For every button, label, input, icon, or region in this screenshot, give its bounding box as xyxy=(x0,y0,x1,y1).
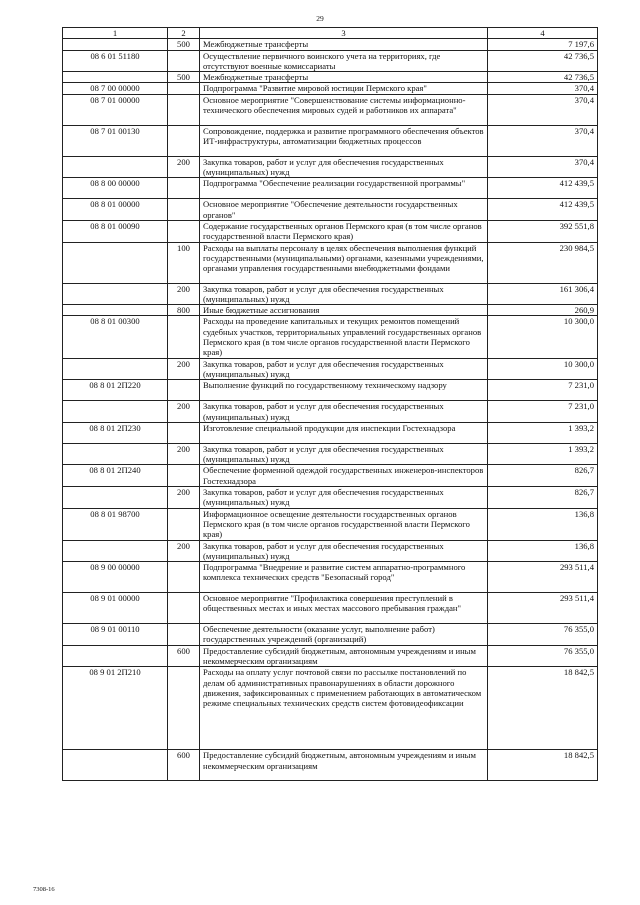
row-amount: 412 439,5 xyxy=(488,199,598,221)
row-expense-type xyxy=(168,380,200,401)
table-row xyxy=(63,199,598,221)
table-row xyxy=(63,540,598,562)
row-amount: 10 300,0 xyxy=(488,358,598,380)
row-amount: 230 984,5 xyxy=(488,242,598,283)
column-header-amount: 4 xyxy=(488,28,598,39)
row-expense-type: 500 xyxy=(168,39,200,50)
row-expense-type: 500 xyxy=(168,72,200,83)
row-amount: 7 231,0 xyxy=(488,380,598,401)
row-amount: 370,4 xyxy=(488,83,598,94)
row-expense-type xyxy=(168,667,200,750)
row-code: 08 8 01 00300 xyxy=(63,316,168,358)
row-expense-type: 800 xyxy=(168,305,200,316)
table-row xyxy=(63,125,598,156)
table-row xyxy=(63,508,598,540)
row-amount: 826,7 xyxy=(488,465,598,487)
row-amount: 260,9 xyxy=(488,305,598,316)
row-name: Основное мероприятие "Совершенствование системы информационно-технического обеспечения мировых судей и работников их аппарата" xyxy=(200,94,488,125)
column-header-type: 2 xyxy=(168,28,200,39)
row-name: Закупка товаров, работ и услуг для обеспечения государственных (муниципальных) нужд xyxy=(200,540,488,562)
table-row xyxy=(63,316,598,358)
table-row xyxy=(63,380,598,401)
row-name: Подпрограмма "Развитие мировой юстиции Пермского края" xyxy=(200,83,488,94)
row-code: 08 7 01 00000 xyxy=(63,94,168,125)
table-row xyxy=(63,50,598,72)
row-expense-type xyxy=(168,316,200,358)
row-amount: 293 511,4 xyxy=(488,593,598,624)
table-row xyxy=(63,562,598,593)
row-expense-type: 600 xyxy=(168,750,200,781)
row-name: Расходы на оплату услуг почтовой связи по рассылке постановлений по делам об административных правонарушениях в области дорожного движения, зафиксированных с применением работающих в автоматическом режиме специальных технических средств систем фотовидеофиксации xyxy=(200,667,488,750)
row-name: Закупка товаров, работ и услуг для обеспечения государственных (муниципальных) нужд xyxy=(200,358,488,380)
row-expense-type xyxy=(168,199,200,221)
row-name: Закупка товаров, работ и услуг для обеспечения государственных (муниципальных) нужд xyxy=(200,443,488,465)
row-expense-type: 200 xyxy=(168,358,200,380)
row-name: Закупка товаров, работ и услуг для обеспечения государственных (муниципальных) нужд xyxy=(200,156,488,178)
table-row xyxy=(63,645,598,667)
row-code: 08 7 00 00000 xyxy=(63,83,168,94)
row-name: Подпрограмма "Внедрение и развитие систем аппаратно-программного комплекса технических средств "Безопасный город" xyxy=(200,562,488,593)
row-expense-type: 200 xyxy=(168,401,200,423)
row-name: Межбюджетные трансферты xyxy=(200,39,488,50)
table-row xyxy=(63,83,598,94)
row-code xyxy=(63,443,168,465)
row-amount: 7 197,6 xyxy=(488,39,598,50)
table-row xyxy=(63,443,598,465)
row-expense-type: 100 xyxy=(168,242,200,283)
row-amount: 370,4 xyxy=(488,156,598,178)
table-row xyxy=(63,220,598,242)
table-row xyxy=(63,305,598,316)
row-code xyxy=(63,645,168,667)
row-code: 08 8 00 00000 xyxy=(63,178,168,199)
row-code xyxy=(63,305,168,316)
row-expense-type: 600 xyxy=(168,645,200,667)
row-name: Обеспечение форменной одеждой государственных инженеров-инспекторов Гостехнадзора xyxy=(200,465,488,487)
row-expense-type: 200 xyxy=(168,540,200,562)
table-row xyxy=(63,39,598,50)
row-amount: 370,4 xyxy=(488,94,598,125)
row-expense-type xyxy=(168,125,200,156)
row-name: Закупка товаров, работ и услуг для обеспечения государственных (муниципальных) нужд xyxy=(200,283,488,305)
table-row xyxy=(63,422,598,443)
row-name: Осуществление первичного воинского учета на территориях, где отсутствуют военные комиссариаты xyxy=(200,50,488,72)
row-amount: 826,7 xyxy=(488,487,598,509)
row-name: Закупка товаров, работ и услуг для обеспечения государственных (муниципальных) нужд xyxy=(200,401,488,423)
row-name: Содержание государственных органов Пермского края (в том числе органов государственной власти Пермского края) xyxy=(200,220,488,242)
row-name: Предоставление субсидий бюджетным, автономным учреждениям и иным некоммерческим организациям xyxy=(200,645,488,667)
row-code: 08 8 01 00000 xyxy=(63,199,168,221)
row-expense-type xyxy=(168,465,200,487)
row-code: 08 8 01 98700 xyxy=(63,508,168,540)
row-amount: 18 842,5 xyxy=(488,750,598,781)
row-name: Основное мероприятие "Профилактика совершения преступлений в общественных местах и иных местах массового пребывания граждан" xyxy=(200,593,488,624)
row-name: Иные бюджетные ассигнования xyxy=(200,305,488,316)
row-amount: 370,4 xyxy=(488,125,598,156)
row-name: Выполнение функций по государственному техническому надзору xyxy=(200,380,488,401)
row-amount: 293 511,4 xyxy=(488,562,598,593)
row-expense-type xyxy=(168,593,200,624)
table-body xyxy=(63,39,598,781)
row-name: Предоставление субсидий бюджетным, автономным учреждениям и иным некоммерческим организациям xyxy=(200,750,488,781)
row-code xyxy=(63,283,168,305)
table-row xyxy=(63,72,598,83)
row-expense-type xyxy=(168,508,200,540)
row-code xyxy=(63,242,168,283)
row-code: 08 7 01 00130 xyxy=(63,125,168,156)
row-code xyxy=(63,358,168,380)
row-name: Межбюджетные трансферты xyxy=(200,72,488,83)
table-row xyxy=(63,667,598,750)
column-header-name: 3 xyxy=(200,28,488,39)
row-expense-type: 200 xyxy=(168,156,200,178)
row-amount: 18 842,5 xyxy=(488,667,598,750)
row-amount: 42 736,5 xyxy=(488,50,598,72)
row-amount: 1 393,2 xyxy=(488,422,598,443)
row-code: 08 9 01 00000 xyxy=(63,593,168,624)
row-code: 08 8 01 2П230 xyxy=(63,422,168,443)
row-code: 08 8 01 00090 xyxy=(63,220,168,242)
row-amount: 412 439,5 xyxy=(488,178,598,199)
row-code: 08 8 01 2П220 xyxy=(63,380,168,401)
row-name: Основное мероприятие "Обеспечение деятельности государственных органов" xyxy=(200,199,488,221)
table-row xyxy=(63,94,598,125)
row-expense-type xyxy=(168,422,200,443)
table-row xyxy=(63,156,598,178)
row-amount: 161 306,4 xyxy=(488,283,598,305)
table-row xyxy=(63,283,598,305)
row-name: Информационное освещение деятельности государственных органов Пермского края (в том числе органов государственной власти Пермского края) xyxy=(200,508,488,540)
table-row xyxy=(63,178,598,199)
row-expense-type: 200 xyxy=(168,283,200,305)
row-amount: 10 300,0 xyxy=(488,316,598,358)
row-expense-type xyxy=(168,94,200,125)
row-code xyxy=(63,401,168,423)
row-amount: 1 393,2 xyxy=(488,443,598,465)
row-amount: 136,8 xyxy=(488,508,598,540)
table-row xyxy=(63,624,598,646)
row-amount: 42 736,5 xyxy=(488,72,598,83)
row-expense-type xyxy=(168,50,200,72)
row-expense-type xyxy=(168,220,200,242)
row-name: Сопровождение, поддержка и развитие программного обеспечения объектов ИТ-инфраструктуры, автоматизации бюджетных процессов xyxy=(200,125,488,156)
row-amount: 7 231,0 xyxy=(488,401,598,423)
row-code xyxy=(63,750,168,781)
row-name: Обеспечение деятельности (оказание услуг, выполнение работ) государственных учреждений (организаций) xyxy=(200,624,488,646)
row-amount: 76 355,0 xyxy=(488,624,598,646)
row-expense-type: 200 xyxy=(168,443,200,465)
header-row xyxy=(63,28,598,39)
row-amount: 136,8 xyxy=(488,540,598,562)
budget-table xyxy=(62,27,598,781)
row-name: Расходы на проведение капитальных и текущих ремонтов помещений судебных участков, территориальных управлений государственных органов Пермского края (в том числе органов государственной власти Пермского края) xyxy=(200,316,488,358)
row-code: 08 8 01 2П240 xyxy=(63,465,168,487)
document-footer-code: 7308-16 xyxy=(33,886,55,893)
row-expense-type xyxy=(168,83,200,94)
table-row xyxy=(63,401,598,423)
row-expense-type: 200 xyxy=(168,487,200,509)
table-row xyxy=(63,487,598,509)
row-code: 08 9 01 00110 xyxy=(63,624,168,646)
page-number: 29 xyxy=(316,14,324,23)
row-expense-type xyxy=(168,178,200,199)
row-code xyxy=(63,540,168,562)
row-expense-type xyxy=(168,624,200,646)
row-amount: 76 355,0 xyxy=(488,645,598,667)
column-header-code: 1 xyxy=(63,28,168,39)
row-code xyxy=(63,39,168,50)
row-code: 08 6 01 51180 xyxy=(63,50,168,72)
table-row xyxy=(63,242,598,283)
row-amount: 392 551,8 xyxy=(488,220,598,242)
row-code xyxy=(63,487,168,509)
table-row xyxy=(63,750,598,781)
row-code xyxy=(63,156,168,178)
row-code: 08 9 01 2П210 xyxy=(63,667,168,750)
table-row xyxy=(63,465,598,487)
row-code xyxy=(63,72,168,83)
row-name: Изготовление специальной продукции для инспекции Гостехнадзора xyxy=(200,422,488,443)
row-name: Расходы на выплаты персоналу в целях обеспечения выполнения функций государственными (муниципальными) органами, казенными учреждениями, органами управления государственными внебюджетными фондами xyxy=(200,242,488,283)
table-row xyxy=(63,358,598,380)
row-expense-type xyxy=(168,562,200,593)
row-code: 08 9 00 00000 xyxy=(63,562,168,593)
row-name: Закупка товаров, работ и услуг для обеспечения государственных (муниципальных) нужд xyxy=(200,487,488,509)
row-name: Подпрограмма "Обеспечение реализации государственной программы" xyxy=(200,178,488,199)
table-row xyxy=(63,593,598,624)
